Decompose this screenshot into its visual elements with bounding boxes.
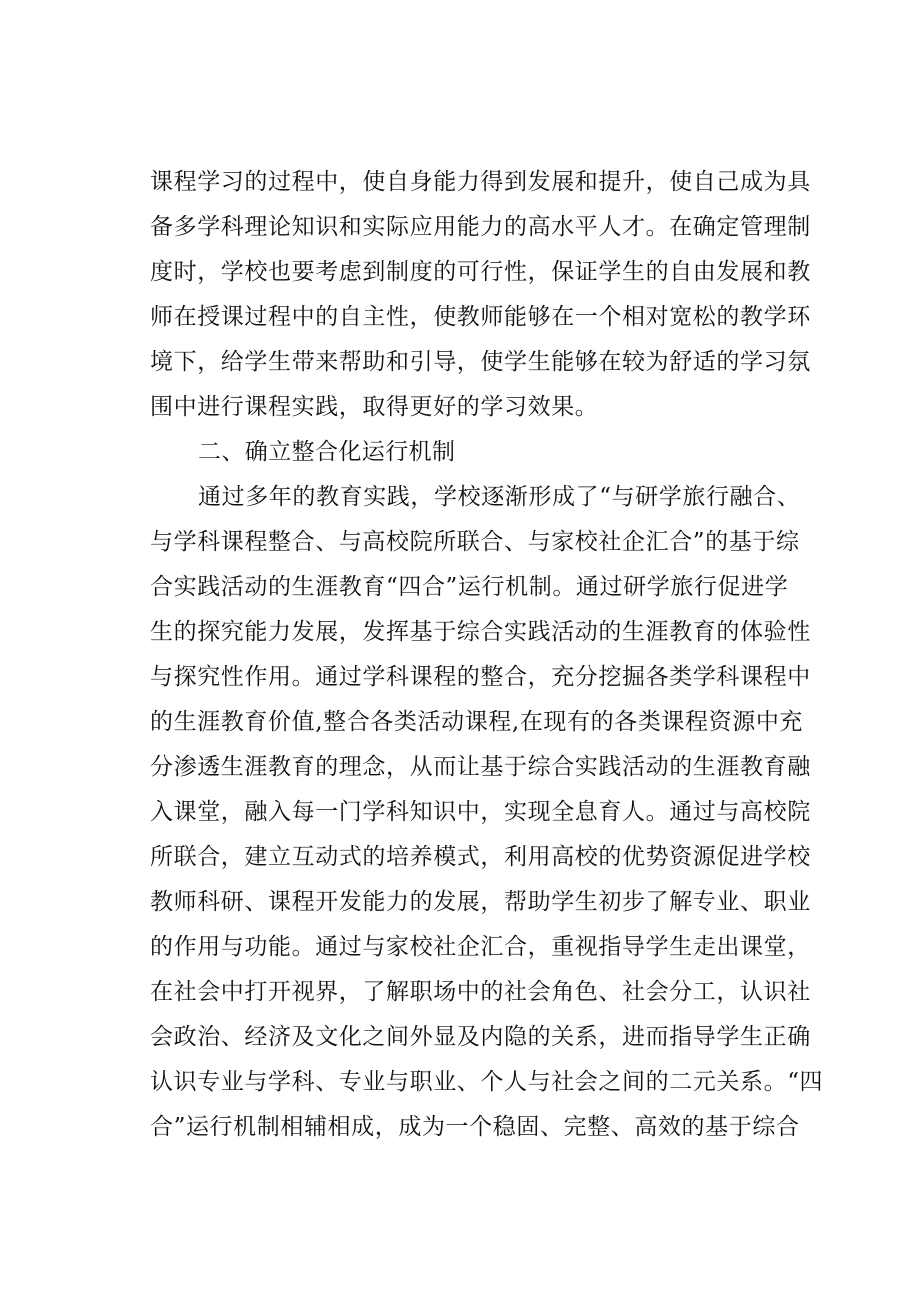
paragraph-line: 的生涯教育价值,整合各类活动课程,在现有的各类课程资源中充 xyxy=(150,709,804,735)
paragraph-line: 与学科课程整合、与高校院所联合、与家校社企汇合”的基于综 xyxy=(150,529,800,555)
paragraph-line: 合实践活动的生涯教育“四合”运行机制。通过研学旅行促进学 xyxy=(150,574,789,600)
paragraph-line: 会政治、经济及文化之间外显及内隐的关系，进而指导学生正确 xyxy=(150,1024,811,1050)
paragraph-line: 境下，给学生带来帮助和引导，使学生能够在较为舒适的学习氛 xyxy=(150,349,811,375)
paragraph-line: 认识专业与学科、专业与职业、个人与社会之间的二元关系。“四 xyxy=(150,1069,824,1095)
paragraph-line: 的作用与功能。通过与家校社企汇合，重视指导学生走出课堂， xyxy=(150,934,811,960)
section-heading: 二、确立整合化运行机制 xyxy=(198,439,456,465)
paragraph-line: 生的探究能力发展，发挥基于综合实践活动的生涯教育的体验性 xyxy=(150,619,811,645)
paragraph-line: 合”运行机制相辅相成，成为一个稳固、完整、高效的基于综合 xyxy=(150,1114,800,1140)
paragraph-line: 与探究性作用。通过学科课程的整合，充分挖掘各类学科课程中 xyxy=(150,664,811,690)
paragraph-line: 课程学习的过程中，使自身能力得到发展和提升，使自己成为具 xyxy=(150,169,811,195)
paragraph-line: 分渗透生涯教育的理念，从而让基于综合实践活动的生涯教育融 xyxy=(150,754,811,780)
paragraph-line: 度时，学校也要考虑到制度的可行性，保证学生的自由发展和教 xyxy=(150,259,811,285)
paragraph-line: 师在授课过程中的自主性，使教师能够在一个相对宽松的教学环 xyxy=(150,304,811,330)
paragraph-line: 通过多年的教育实践，学校逐渐形成了“与研学旅行融合、 xyxy=(198,484,801,510)
paragraph-line: 教师科研、课程开发能力的发展，帮助学生初步了解专业、职业 xyxy=(150,889,811,915)
paragraph-line: 在社会中打开视界，了解职场中的社会角色、社会分工，认识社 xyxy=(150,979,811,1005)
paragraph-line: 所联合，建立互动式的培养模式，利用高校的优势资源促进学校 xyxy=(150,844,811,870)
paragraph-line: 备多学科理论知识和实际应用能力的高水平人才。在确定管理制 xyxy=(150,214,811,240)
paragraph-line: 围中进行课程实践，取得更好的学习效果。 xyxy=(150,394,599,420)
paragraph-line: 入课堂，融入每一门学科知识中，实现全息育人。通过与高校院 xyxy=(150,799,811,825)
